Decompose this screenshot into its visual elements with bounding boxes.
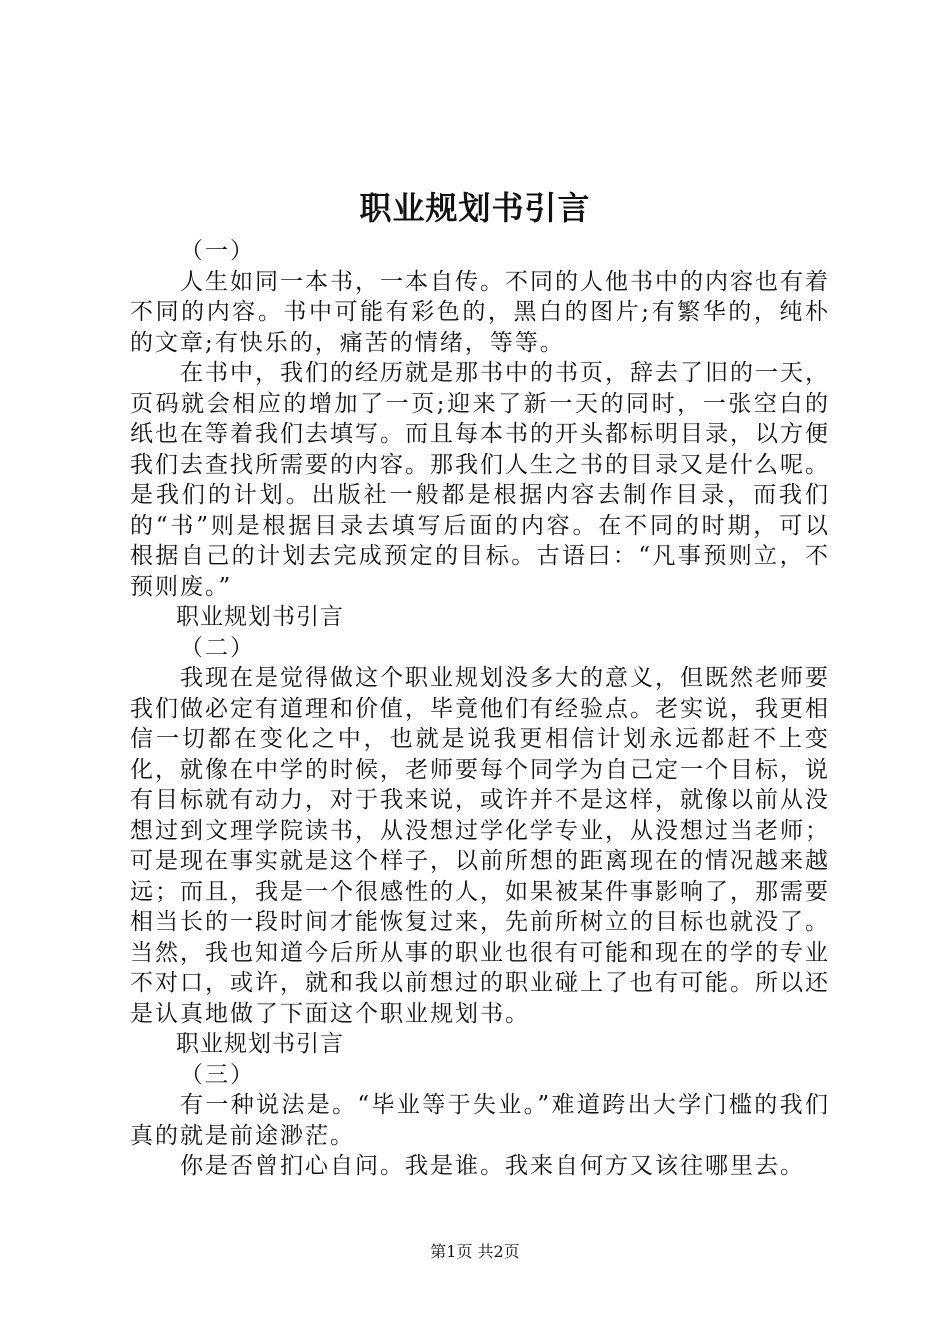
section-heading-2: （二） <box>180 634 255 661</box>
document-title: 职业规划书引言 <box>359 189 591 227</box>
section-heading-1: （一） <box>180 238 255 264</box>
document-body <box>130 236 830 1182</box>
paragraph: 人生如同一本书，一本自传。不同的人他书中的内容也有着不同的内容。书中可能有彩色的，黑白的图片;有繁华的，纯朴的文章;有快乐的，痛苦的情绪，等等。 <box>130 268 830 356</box>
page-footer: 第1页 共2页 <box>430 1242 520 1261</box>
section-subtitle: 职业规划书引言 <box>176 1031 344 1057</box>
paragraph: 我现在是觉得做这个职业规划没多大的意义，但既然老师要我们做必定有道理和价值，毕竟他们有经验点。老实说，我更相信一切都在变化之中，也就是说我更相信计划永远都赶不上变化，就像在中学的时候，老师要每个同学为自己定一个目标，说有目标就有动力，对于我来说，或许并不是这样，就像以前从没想过到文理学院读书，从没想过学化学专业，从没想过当老师；可是现在事实就是这个样子，以前所想的距离现在的情况越来越远；而且，我是一个很感性的人，如果被某件事影响了，那需要相当长的一段时间才能恢复过来，先前所树立的目标也就没了。当然，我也知道今后所从事的职业也很有可能和现在的学的专业不对口，或许，就和我以前想过的职业碰上了也有可能。所以还是认真地做了下面这个职业规划书。 <box>130 665 830 1027</box>
section-heading-3: （三） <box>180 1061 255 1088</box>
section-subtitle: 职业规划书引言 <box>176 604 344 630</box>
paragraph: 你是否曾扪心自问。我是谁。我来自何方又该往哪里去。 <box>180 1153 805 1179</box>
paragraph: 在书中，我们的经历就是那书中的书页，辞去了旧的一天，页码就会相应的增加了一页;迎来了新一天的同时，一张空白的纸也在等着我们去填写。而且每本书的开头都标明目录，以方便我们去查找所需要的内容。那我们人生之书的目录又是什么呢。是我们的计划。出版社一般都是根据内容去制作目录，而我们的“书”则是根据目录去填写后面的内容。在不同的时期，可以根据自己的计划去完成预定的目标。古语曰：“凡事预则立，不预则废。” <box>130 360 830 600</box>
paragraph: 有一种说法是。“毕业等于失业。”难道跨出大学门槛的我们真的就是前途渺茫。 <box>130 1092 830 1149</box>
